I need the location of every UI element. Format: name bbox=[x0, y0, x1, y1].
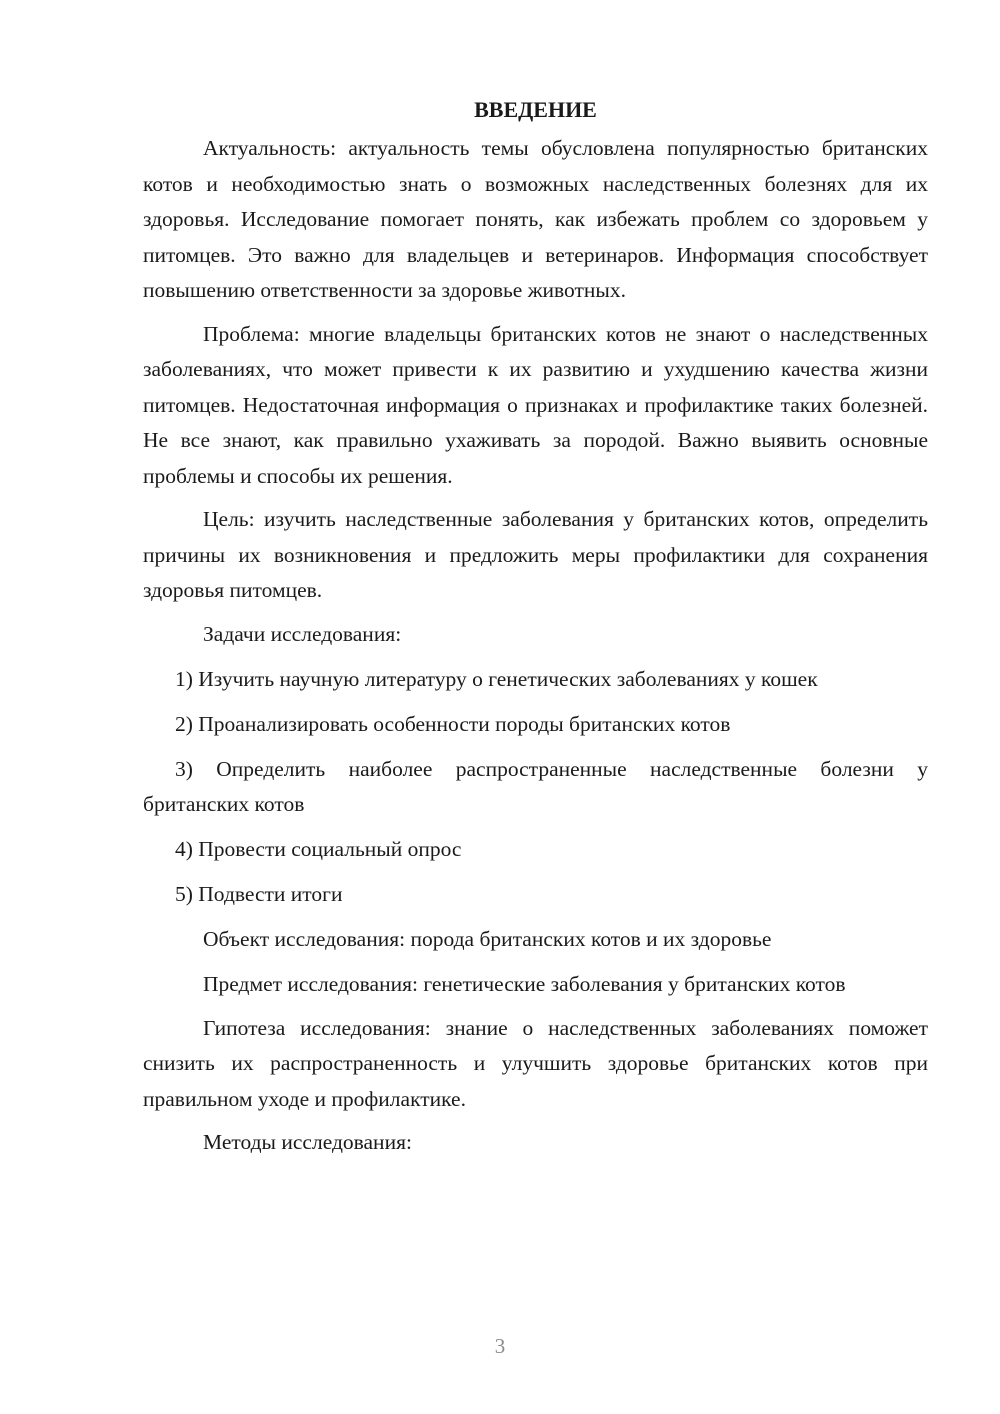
document-page bbox=[143, 92, 928, 1170]
paragraph-subject: Предмет исследования: генетические заболевания у британских котов bbox=[203, 972, 846, 996]
task-item-5: 5) Подвести итоги bbox=[175, 882, 343, 906]
paragraph-goal: Цель: изучить наследственные заболевания у британских котов, определить причины их возникновения и предложить меры профилактики для сохранения здоровья питомцев. bbox=[143, 507, 928, 602]
paragraph-problem: Проблема: многие владельцы британских котов не знают о наследственных заболеваниях, что может привести к их развитию и ухудшению качества жизни питомцев. Недостаточная информация о признаках и профилактике таких болезней. Не все знают, как правильно ухаживать за породой. Важно выявить основные проблемы и способы их решения. bbox=[143, 321, 928, 488]
page-number: 3 bbox=[494, 1334, 506, 1358]
methods-heading: Методы исследования: bbox=[203, 1130, 412, 1154]
task-item-2: 2) Проанализировать особенности породы британских котов bbox=[175, 711, 731, 736]
tasks-heading: Задачи исследования: bbox=[203, 621, 402, 646]
task-item-4: 4) Провести социальный опрос bbox=[175, 837, 462, 861]
task-item-1: 1) Изучить научную литературу о генетических заболеваниях у кошек bbox=[175, 666, 818, 691]
paragraph-object: Объект исследования: порода британских котов и их здоровье bbox=[203, 927, 772, 951]
page-title: ВВЕДЕНИЕ bbox=[474, 97, 597, 122]
task-item-3: 3) Определить наиболее распространенные наследственные болезни у британских котов bbox=[143, 756, 928, 816]
paragraph-hypothesis: Гипотеза исследования: знание о наследственных заболеваниях поможет снизить их распространенность и улучшить здоровье британских котов при правильном уходе и профилактике. bbox=[143, 1015, 928, 1111]
paragraph-relevance: Актуальность: актуальность темы обусловлена популярностью британских котов и необходимостью знать о возможных наследственных болезнях для их здоровья. Исследование помогает понять, как избежать проблем со здоровьем у питомцев. Это важно для владельцев и ветеринаров. Информация способствует повышению ответственности за здоровье животных. bbox=[143, 136, 928, 302]
